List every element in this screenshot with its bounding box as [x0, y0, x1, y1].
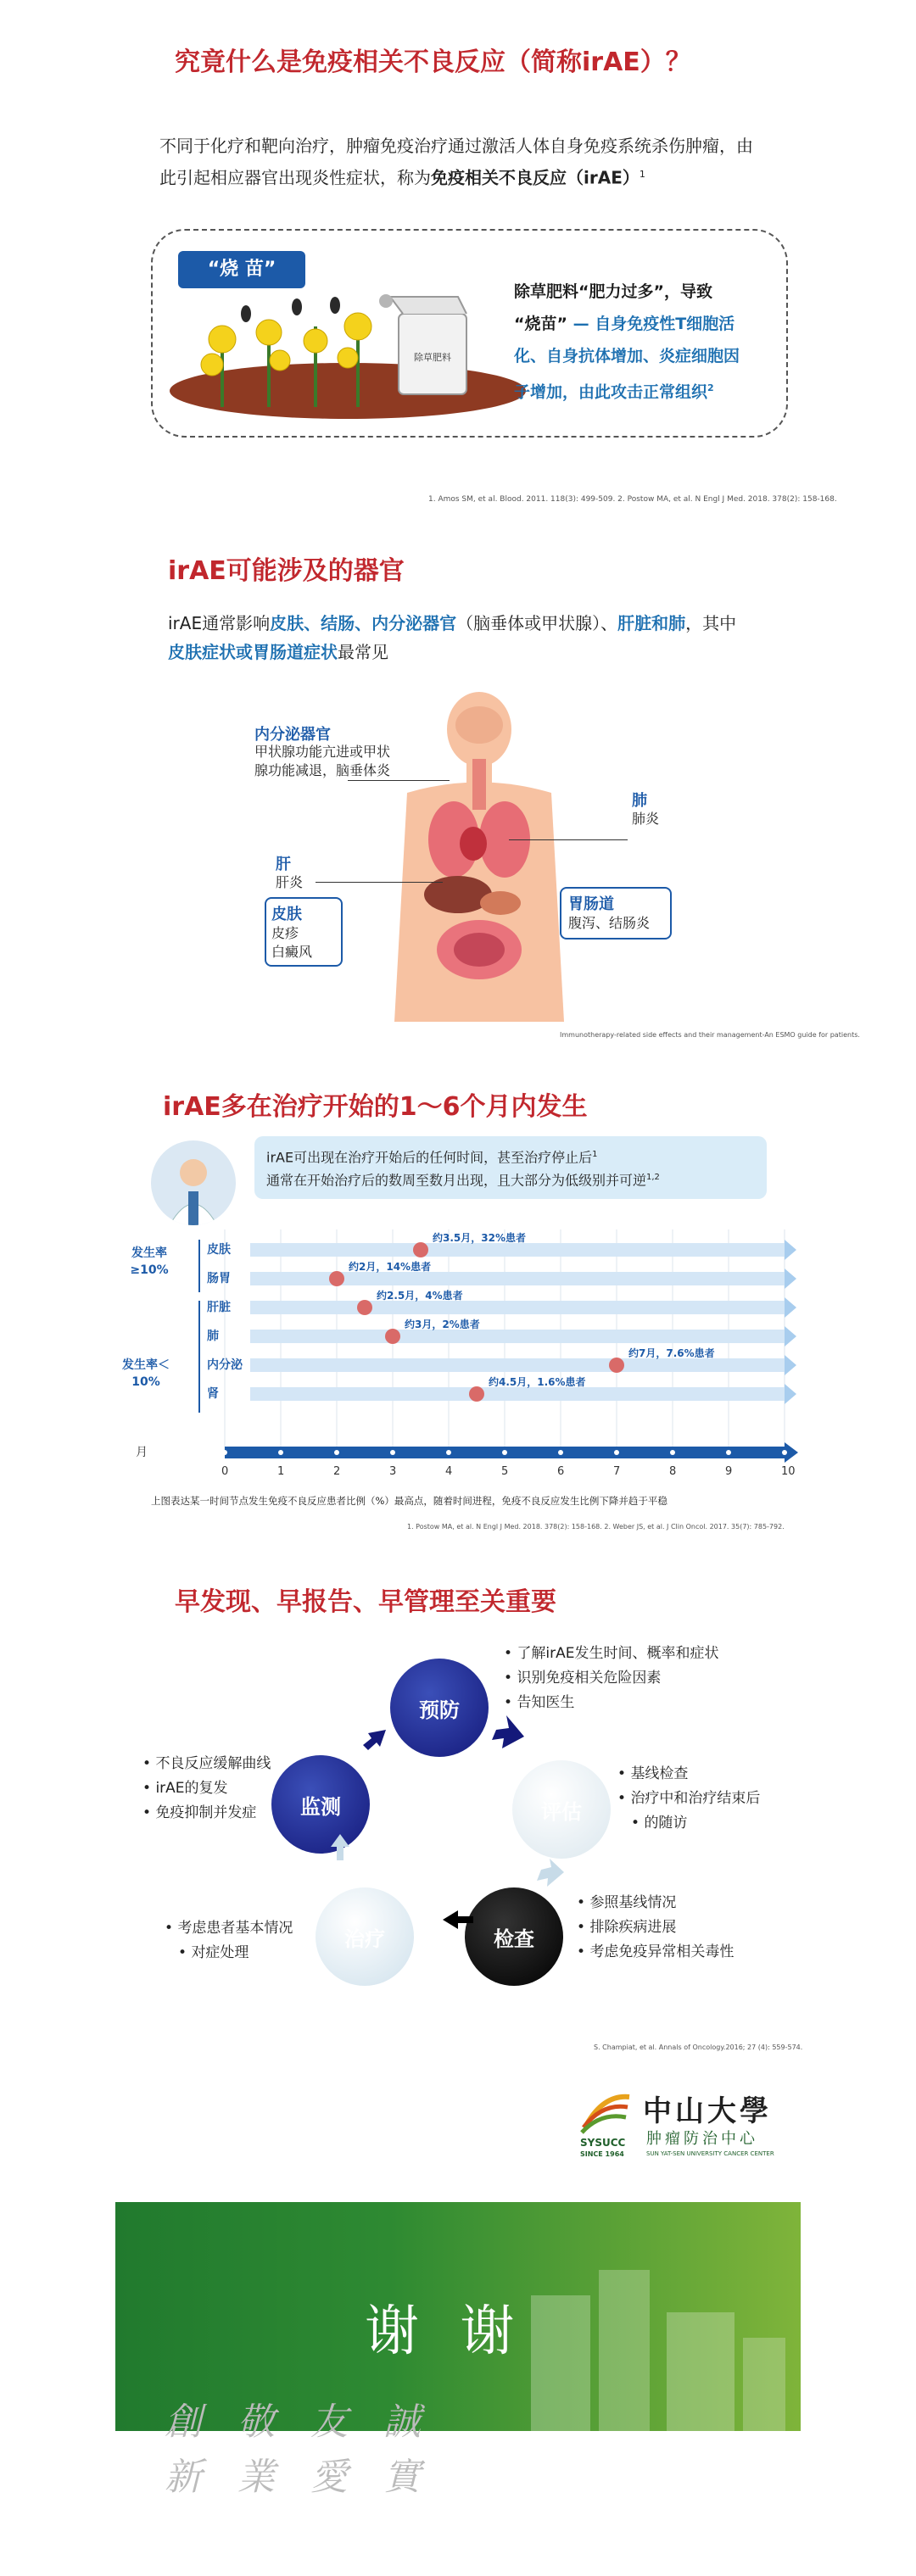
x-tick-label: 8: [669, 1465, 677, 1478]
peak-annotation: 约7月，7.6%患者: [628, 1347, 715, 1359]
assess-node: 评估: [512, 1760, 611, 1859]
check-node: 检查: [465, 1887, 563, 1986]
row-label: 内分泌: [207, 1358, 243, 1372]
treat-node: 治疗: [316, 1887, 414, 1986]
x-tick-dot: [782, 1450, 787, 1455]
x-tick-label: 9: [725, 1465, 733, 1478]
liver-desc: 肝炎: [276, 874, 304, 890]
check-item: • 参照基线情况: [577, 1891, 734, 1915]
section2-title: irAE可能涉及的器官: [168, 556, 405, 586]
section2-reference: Immunotherapy-related side effects and their management-An ESMO guide for patients.: [560, 1031, 860, 1039]
logo-en-name: SUN YAT-SEN UNIVERSITY CANCER CENTER: [646, 2150, 774, 2157]
side-sup: 2: [707, 382, 714, 393]
check-item: • 考虑免疫异常相关毒性: [577, 1940, 734, 1965]
analogy-explanation: [514, 276, 779, 408]
logo-cn-name: 中山大學: [643, 2094, 772, 2128]
row-arrowhead: [785, 1297, 796, 1318]
p2-a: 皮肤症状或胃肠道症状: [168, 642, 338, 662]
row-label: 皮肤: [207, 1243, 231, 1257]
lung-title: 肺: [632, 792, 647, 810]
group-low-label: 发生率＜10%: [122, 1358, 170, 1389]
logo-since: SINCE 1964: [580, 2150, 624, 2158]
sysucc-logo-icon: [578, 2090, 633, 2134]
organ-icon: [469, 1386, 484, 1402]
x-tick-dot: [222, 1450, 227, 1455]
x-tick-dot: [614, 1450, 619, 1455]
peak-annotation: 约3.5月，32%患者: [433, 1232, 526, 1244]
logo-cn-sub: 肿瘤防治中心: [646, 2130, 758, 2148]
gi-desc: 腹泻、结肠炎: [568, 915, 651, 931]
row-bar: [250, 1330, 785, 1343]
x-tick-label: 7: [613, 1465, 621, 1478]
side-line2: [514, 308, 779, 340]
side-line2a: “烧苗”: [514, 315, 567, 333]
section4-title: 早发现、早报告、早管理至关重要: [175, 1587, 556, 1617]
check-list: [577, 1891, 734, 1965]
x-tick-dot: [334, 1450, 339, 1455]
row-bar: [250, 1301, 785, 1314]
logo-abbr: SYSUCC: [580, 2137, 626, 2149]
p-e: ，其中: [685, 613, 737, 633]
burn-seedling-tag: “烧 苗”: [178, 251, 305, 288]
row-bar: [250, 1358, 785, 1372]
x-tick-label: 4: [445, 1465, 453, 1478]
section1-title: 究竟什么是免疫相关不良反应（简称irAE）？: [175, 47, 691, 77]
row-bar: [250, 1387, 785, 1401]
lung-desc: 肺炎: [632, 811, 660, 827]
skin-title: 皮肤: [271, 906, 302, 923]
organ-icon: [385, 1329, 400, 1344]
motto-bottom: 新 業 愛 實: [165, 2456, 433, 2499]
monitor-item: • irAE的复发: [142, 1776, 271, 1801]
x-tick-dot: [390, 1450, 395, 1455]
gi-title: 胃肠道: [568, 895, 614, 913]
bag-label: 除草肥料: [414, 352, 451, 363]
monitor-item: • 不良反应缓解曲线: [142, 1752, 271, 1776]
row-label: 肝脏: [207, 1301, 231, 1314]
x-tick-dot: [726, 1450, 731, 1455]
bubble2-text: 通常在开始治疗后的数周至数月出现，且大部分为低级别并可逆: [266, 1172, 647, 1189]
p-c: （脑垂体或甲状腺）、: [456, 613, 618, 633]
irae-timeline-chart: [119, 1221, 806, 1484]
x-tick-label: 1: [277, 1465, 285, 1478]
x-tick-dot: [502, 1450, 507, 1455]
section2-paragraph: [168, 609, 813, 666]
bubble2-sup: 1,2: [646, 1173, 660, 1183]
line2-bold: 免疫相关不良反应（irAE）: [431, 167, 640, 188]
organ-icon: [609, 1358, 624, 1373]
treat-item-cont: • 对症处理: [165, 1941, 293, 1965]
building-silhouette: [522, 2261, 794, 2431]
lung-pointer: [509, 839, 628, 840]
liver-title: 肝: [276, 856, 291, 873]
arrow-treat-monitor: [331, 1834, 349, 1860]
endocrine-pointer: [348, 780, 450, 781]
p-a: irAE通常影响: [168, 613, 271, 633]
info-bubble: [254, 1136, 767, 1199]
p-d: 肝脏和肺: [617, 613, 686, 633]
bubble-line2: [266, 1168, 755, 1190]
row-arrowhead: [785, 1384, 796, 1404]
monitor-item: • 免疫抑制并发症: [142, 1801, 271, 1826]
endocrine-desc1: 甲状腺功能亢进或甲状: [254, 744, 391, 760]
prevent-node: 预防: [390, 1659, 489, 1757]
thanks-text: 谢 谢: [365, 2300, 527, 2363]
row-arrowhead: [785, 1355, 796, 1375]
side-line4: [514, 372, 779, 408]
peak-annotation: 约2.5月，4%患者: [377, 1290, 463, 1302]
x-tick-dot: [278, 1450, 283, 1455]
row-arrowhead: [785, 1240, 796, 1260]
group-high-label: 发生率≥10%: [130, 1246, 169, 1277]
gi-box: [560, 887, 672, 940]
x-tick-label: 3: [389, 1465, 397, 1478]
human-body-figure: [373, 691, 585, 1022]
bubble1-text: irAE可出现在治疗开始后的任何时间，甚至治疗停止后: [266, 1149, 593, 1166]
endocrine-desc2: 腺功能减退，脑垂体炎: [254, 762, 391, 778]
x-tick-label: 6: [557, 1465, 565, 1478]
endocrine-title: 内分泌器官: [254, 726, 331, 744]
p-b: 皮肤、结肠、内分泌器官: [270, 613, 457, 633]
x-tick-label: 10: [781, 1465, 796, 1478]
line2-sup: 1: [639, 169, 645, 180]
x-tick-dot: [446, 1450, 451, 1455]
check-item: • 排除疾病进展: [577, 1915, 734, 1940]
organ-icon: [413, 1242, 428, 1257]
x-tick-dot: [558, 1450, 563, 1455]
motto-top: 創 敬 友 誠: [165, 2400, 433, 2444]
chart-caption: 上图表达某一时间节点发生免疫不良反应患者比例（%）最高点，随着时间进程，免疫不良反应发生比例下降并趋于平稳: [151, 1495, 667, 1507]
x-axis-unit: 月: [136, 1446, 148, 1459]
skin-box: [265, 897, 343, 967]
side-line2b: — 自身免疫性T细胞活: [572, 315, 735, 333]
prevent-item: • 了解irAE发生时间、概率和症状: [504, 1642, 719, 1666]
organ-icon: [357, 1300, 372, 1315]
p2-b: 最常见: [338, 642, 388, 662]
side-line3: 化、自身抗体增加、炎症细胞因: [514, 347, 740, 365]
row-label: 肾: [207, 1387, 219, 1401]
assess-list: [617, 1762, 760, 1836]
skin-desc1: 皮疹: [271, 925, 299, 941]
section4-reference: S. Champiat, et al. Annals of Oncology.2016; 27 (4): 559-574.: [594, 2044, 803, 2051]
peak-annotation: 约3月，2%患者: [405, 1319, 480, 1330]
liver-pointer: [316, 882, 443, 883]
peak-annotation: 约4.5月，1.6%患者: [489, 1376, 586, 1388]
row-label: 肺: [207, 1330, 219, 1343]
doctor-avatar: [151, 1140, 236, 1225]
section3-reference: 1. Postow MA, et al. N Engl J Med. 2018. 378(2): 158-168. 2. Weber JS, et al. J Clin Oncol. 2017. 35(7): 785-792.: [407, 1523, 785, 1531]
side-line4-text: 子增加，由此攻击正常组织: [514, 382, 708, 402]
arrow-check-treat: [443, 1910, 473, 1929]
prevent-item: • 告知医生: [504, 1691, 719, 1715]
section2-line2: [168, 638, 813, 666]
assess-item: • 治疗中和治疗结束后: [617, 1787, 760, 1811]
treat-list: [165, 1916, 293, 1965]
row-bar: [250, 1243, 785, 1257]
section2-line1: [168, 609, 813, 638]
prevent-item: • 识别免疫相关危险因素: [504, 1666, 719, 1691]
monitor-list: [142, 1752, 271, 1826]
section1-line1: 不同于化疗和靶向治疗，肿瘤免疫治疗通过激活人体自身免疫系统杀伤肿瘤，由: [159, 136, 753, 156]
section1-paragraph: [159, 131, 804, 192]
organ-icon: [329, 1271, 344, 1286]
x-tick-label: 5: [501, 1465, 509, 1478]
x-tick-label: 0: [221, 1465, 229, 1478]
endocrine-desc: [254, 743, 390, 780]
x-tick-dot: [670, 1450, 675, 1455]
arrow-monitor-prevent: [363, 1730, 386, 1750]
side-line1: 除草肥料“肥力过多”，导致: [514, 282, 712, 301]
monitor-node: 监测: [271, 1755, 370, 1854]
section1-reference: 1. Amos SM, et al. Blood. 2011. 118(3): 499-509. 2. Postow MA, et al. N Engl J Med. 2018. 378(2): 158-168.: [428, 495, 837, 504]
treat-item: • 考虑患者基本情况: [165, 1916, 293, 1941]
row-arrowhead: [785, 1326, 796, 1347]
bubble1-sup: 1: [592, 1150, 598, 1159]
assess-item: • 基线检查: [617, 1762, 760, 1787]
x-tick-label: 2: [333, 1465, 341, 1478]
assess-item-cont: • 的随访: [617, 1811, 760, 1836]
section1-line2: [159, 160, 804, 192]
arrow-assess-check: [537, 1859, 564, 1887]
row-arrowhead: [785, 1268, 796, 1289]
prevent-list: [504, 1642, 719, 1715]
line2-pre: 此引起相应器官出现炎性症状，称为: [159, 167, 431, 188]
bubble-line1: [266, 1145, 755, 1168]
section3-title: irAE多在治疗开始的1～6个月内发生: [163, 1092, 588, 1122]
seedling-illustration: [187, 280, 492, 407]
row-label: 肠胃: [207, 1272, 231, 1285]
peak-annotation: 约2月，14%患者: [349, 1261, 432, 1273]
skin-desc2: 白癜风: [271, 944, 313, 960]
arrow-prevent-assess: [492, 1715, 524, 1748]
